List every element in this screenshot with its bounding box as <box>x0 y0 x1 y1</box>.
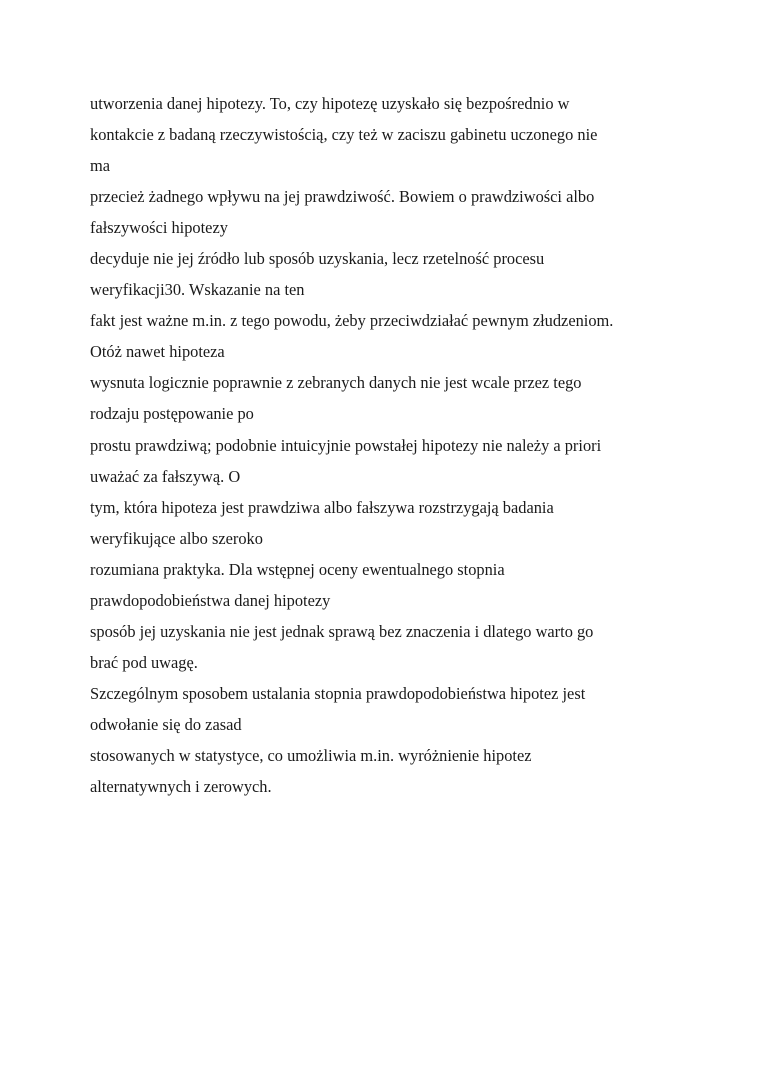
text-line: weryfikacji30. Wskazanie na ten <box>90 280 305 300</box>
text-line: decyduje nie jej źródło lub sposób uzyskania, lecz rzetelność procesu <box>90 249 545 269</box>
text-line: wysnuta logicznie poprawnie z zebranych danych nie jest wcale przez tego <box>90 373 582 393</box>
text-line: Otóż nawet hipoteza <box>90 342 225 362</box>
text-line: fałszywości hipotezy <box>90 218 228 238</box>
text-line: prawdopodobieństwa danej hipotezy <box>90 590 331 610</box>
text-line: Szczególnym sposobem ustalania stopnia prawdopodobieństwa hipotez jest <box>90 683 586 703</box>
text-line: utworzenia danej hipotezy. To, czy hipotezę uzyskało się bezpośrednio w <box>90 94 570 113</box>
text-line: prostu prawdziwą; podobnie intuicyjnie powstałej hipotezy nie należy a priori <box>90 435 602 455</box>
text-line: odwołanie się do zasad <box>90 714 242 734</box>
text-line: kontakcie z badaną rzeczywistością, czy też w zaciszu gabinetu uczonego nie <box>90 125 598 145</box>
text-line: stosowanych w statystyce, co umożliwia m.in. wyróżnienie hipotez <box>90 745 532 765</box>
text-line: weryfikujące albo szeroko <box>90 528 263 548</box>
text-line: tym, która hipoteza jest prawdziwa albo fałszywa rozstrzygają badania <box>90 497 554 517</box>
text-line: fakt jest ważne m.in. z tego powodu, żeby przeciwdziałać pewnym złudzeniom. <box>90 311 614 331</box>
body-text <box>90 88 690 802</box>
text-line: przecież żadnego wpływu na jej prawdziwość. Bowiem o prawdziwości albo <box>90 187 595 207</box>
text-line: brać pod uwagę. <box>90 652 198 672</box>
text-line: sposób jej uzyskania nie jest jednak sprawą bez znaczenia i dlatego warto go <box>90 621 594 641</box>
text-line: alternatywnych i zerowych. <box>90 777 272 797</box>
text-line: uważać za fałszywą. O <box>90 466 241 486</box>
text-line: rozumiana praktyka. Dla wstępnej oceny ewentualnego stopnia <box>90 559 505 579</box>
text-line: rodzaju postępowanie po <box>90 404 254 424</box>
text-line: ma <box>90 156 111 176</box>
